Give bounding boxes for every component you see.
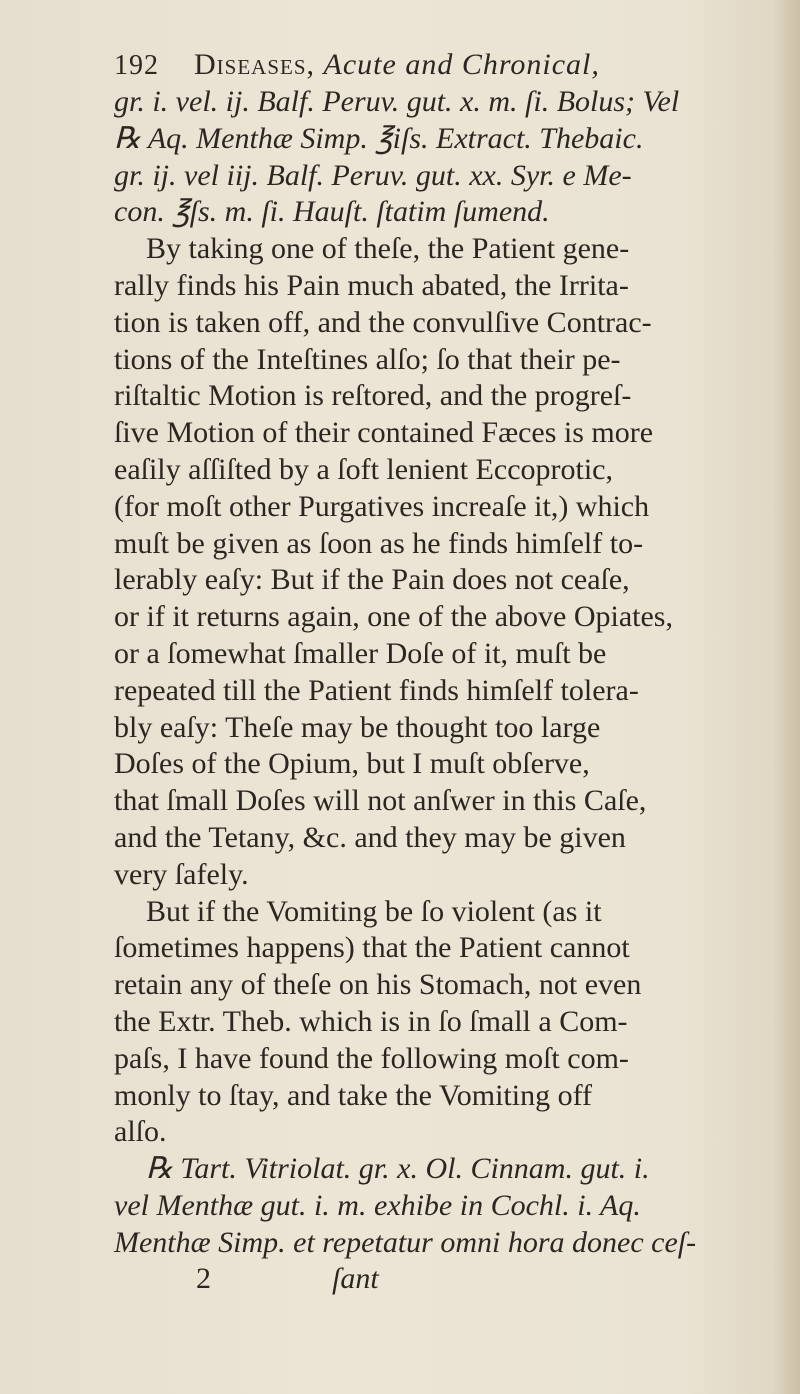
page-edge-shadow — [772, 0, 800, 1394]
text-line: con. ℥ſs. m. ſi. Hauſt. ſtatim ſumend. — [114, 195, 550, 229]
text-line: the Extr. Theb. which is in ſo ſmall a Com- — [114, 1004, 628, 1038]
text-line: retain any of theſe on his Stomach, not even — [114, 968, 642, 1002]
text-line: eaſily aſſiſted by a ſoft lenient Eccoprotic, — [114, 452, 613, 486]
text-line: that ſmall Doſes will not anſwer in this Caſe, — [114, 784, 647, 818]
text-line: gr. i. vel. ij. Balf. Peruv. gut. x. m. ſi. Bolus; Vel — [114, 85, 680, 118]
catchword: ſant — [332, 1261, 379, 1295]
text-line: But if the Vomiting be ſo violent (as it — [146, 894, 602, 928]
running-header — [114, 44, 754, 80]
text-line: ſive Motion of their contained Fæces is more — [114, 416, 654, 450]
text-line: gr. ij. vel iij. Balf. Peruv. gut. xx. Syr. e Me- — [114, 158, 632, 192]
text-line: muſt be given as ſoon as he finds himſelf to- — [114, 526, 644, 560]
page-number: 192 — [114, 50, 159, 81]
page-text-block — [114, 44, 754, 1298]
text-line: repeated till the Patient finds himſelf tolera- — [114, 673, 639, 707]
text-line: tion is taken off, and the convulſive Contrac- — [114, 305, 652, 339]
text-line: rally finds his Pain much abated, the Irrita- — [114, 268, 629, 302]
text-line: Doſes of the Opium, but I muſt obſerve, — [114, 747, 590, 781]
text-line: ſometimes happens) that the Patient cannot — [114, 931, 630, 965]
text-line: tions of the Inteſtines alſo; ſo that their pe- — [114, 342, 621, 376]
text-line: or if it returns again, one of the above Opiates, — [114, 600, 673, 634]
body-text — [114, 84, 754, 1262]
text-line: bly eaſy: Theſe may be thought too large — [114, 710, 601, 744]
text-line: paſs, I have found the following moſt com- — [114, 1041, 629, 1075]
text-line: alſo. — [114, 1115, 167, 1149]
text-line: very ſafely. — [114, 857, 249, 891]
text-line: or a ſomewhat ſmaller Doſe of it, muſt be — [114, 636, 607, 670]
text-line: ℞ Tart. Vitriolat. gr. x. Ol. Cinnam. gut. i. — [146, 1152, 650, 1186]
running-title-italic: Acute and Chronical, — [323, 48, 600, 81]
text-line: lerably eaſy: But if the Pain does not ceaſe, — [114, 563, 630, 597]
text-line: Menthæ Simp. et repetatur omni hora donec ceſ- — [114, 1225, 697, 1259]
text-line: By taking one of theſe, the Patient gene- — [146, 232, 630, 266]
text-line: and the Tetany, &c. and they may be given — [114, 820, 626, 854]
running-title — [194, 48, 600, 82]
page-footer — [114, 1262, 754, 1298]
running-title-main: Diseases, — [194, 48, 316, 81]
text-line: monly to ſtay, and take the Vomiting off — [114, 1078, 593, 1112]
text-line: vel Menthæ gut. i. m. exhibe in Cochl. i. Aq. — [114, 1188, 641, 1222]
text-line: riſtaltic Motion is reſtored, and the progreſ- — [114, 379, 632, 413]
text-line: (for moſt other Purgatives increaſe it,) which — [114, 489, 650, 523]
signature-mark: 2 — [196, 1261, 211, 1295]
text-line: ℞ Aq. Menthæ Simp. ℥iſs. Extract. Thebaic. — [114, 121, 644, 155]
